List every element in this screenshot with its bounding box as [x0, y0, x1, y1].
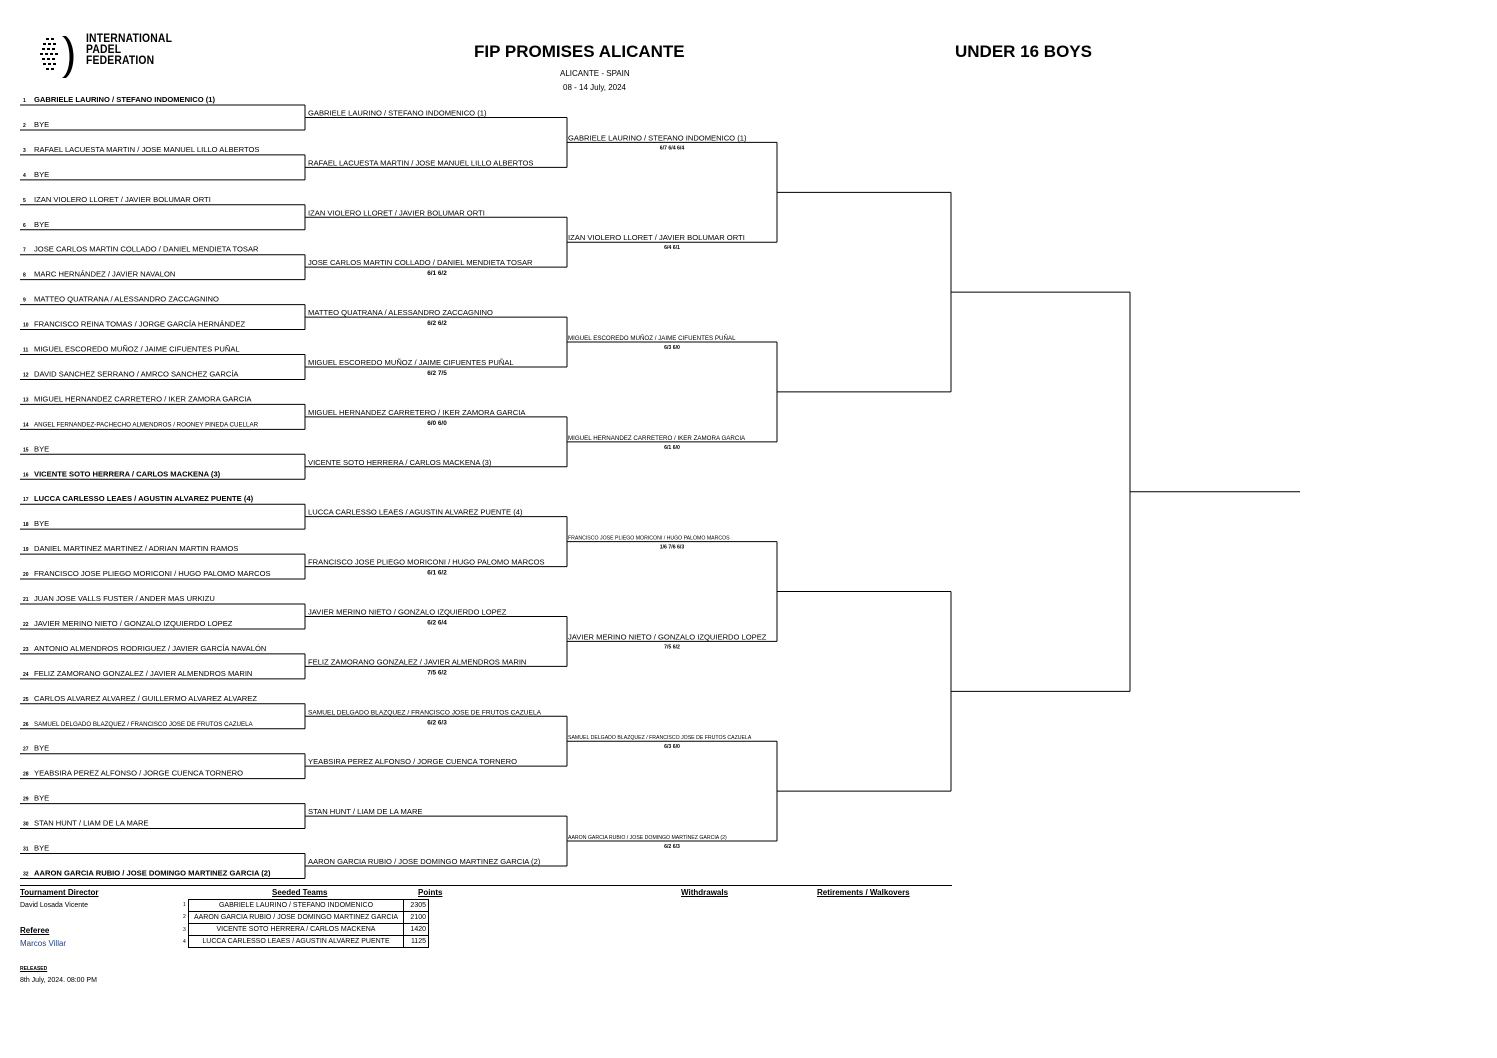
r2-team: AARON GARCIA RUBIO / JOSE DOMINGO MARTINEZ GARCIA (2)	[308, 856, 541, 866]
released-label: RELEASED	[20, 966, 48, 972]
r1-team: BYE	[34, 519, 50, 529]
r1-draw-number: 12	[23, 372, 29, 379]
r1-team: SAMUEL DELGADO BLAZQUEZ / FRANCISCO JOSE DE FRUTOS CAZUELA	[34, 720, 253, 728]
r2-team: YEABSIRA PEREZ ALFONSO / JORGE CUENCA TORNERO	[308, 757, 518, 767]
tournament-title: FIP PROMISES ALICANTE	[474, 42, 685, 61]
r3-team: IZAN VIOLERO LLORET / JAVIER BOLUMAR ORTI	[568, 233, 745, 243]
r1-team: RAFAEL LACUESTA MARTIN / JOSE MANUEL LILLO ALBERTOS	[34, 144, 260, 154]
r1-draw-number: 8	[23, 272, 26, 279]
r1-draw-number: 22	[23, 621, 29, 628]
r1-team: STAN HUNT / LIAM DE LA MARE	[34, 818, 149, 828]
r3-score: 1/6 7/6 6/3	[659, 544, 685, 551]
r1-draw-number: 4	[23, 172, 26, 179]
r1-team: JAVIER MERINO NIETO / GONZALO IZQUIERDO LOPEZ	[34, 618, 233, 628]
referee-label: Referee	[20, 926, 50, 935]
referee-name: Marcos Villar	[20, 939, 67, 948]
footer-rule	[20, 885, 952, 886]
r3-team: MIGUEL HERNANDEZ CARRETERO / IKER ZAMORA GARCIA	[568, 434, 746, 442]
withdrawals-label: Withdrawals	[681, 888, 729, 897]
r2-score: 7/5 6/2	[427, 669, 447, 677]
r2-team: MIGUEL HERNANDEZ CARRETERO / IKER ZAMORA GARCIA	[308, 407, 526, 417]
r1-draw-number: 23	[23, 646, 29, 653]
r2-team: MATTEO QUATRANA / ALESSANDRO ZACCAGNINO	[308, 308, 493, 318]
seed-points: 1420	[404, 924, 429, 936]
r1-draw-number: 17	[23, 497, 29, 504]
r2-team: SAMUEL DELGADO BLAZQUEZ / FRANCISCO JOSE DE FRUTOS CAZUELA	[308, 709, 542, 717]
r1-draw-number: 6	[23, 222, 26, 229]
r3-team: JAVIER MERINO NIETO / GONZALO IZQUIERDO LOPEZ	[568, 632, 767, 642]
r1-draw-number: 18	[23, 522, 29, 529]
r1-team: VICENTE SOTO HERRERA / CARLOS MACKENA (3)	[34, 469, 221, 479]
r1-draw-number: 7	[23, 247, 26, 254]
r3-score: 6/2 6/3	[664, 844, 680, 851]
r1-team: DAVID SANCHEZ SERRANO / AMRCO SANCHEZ GARCÍA	[34, 369, 239, 379]
r1-team: MATTEO QUATRANA / ALESSANDRO ZACCAGNINO	[34, 294, 219, 304]
r1-team: BYE	[34, 169, 50, 179]
r1-team: JOSE CARLOS MARTIN COLLADO / DANIEL MENDIETA TOSAR	[34, 244, 259, 254]
seed-number: 1	[183, 902, 186, 908]
r1-draw-number: 16	[23, 472, 29, 479]
r1-team: CARLOS ALVAREZ ALVAREZ / GUILLERMO ALVAREZ ALVAREZ	[34, 693, 257, 703]
tournament-dates: 08 - 14 July, 2024	[563, 83, 627, 92]
r3-score: 6/4 6/1	[664, 245, 680, 252]
r1-team: BYE	[34, 843, 50, 853]
r1-draw-number: 21	[23, 597, 29, 603]
r3-score: 7/5 6/2	[664, 644, 680, 651]
r1-draw-number: 30	[23, 821, 29, 828]
r1-team: BYE	[34, 219, 50, 229]
r3-team: MIGUEL ESCOREDO MUÑOZ / JAIME CIFUENTES PUÑAL	[568, 335, 736, 343]
r1-draw-number: 13	[23, 397, 29, 404]
r1-draw-number: 1	[23, 98, 26, 104]
r1-team: ANTONIO ALMENDROS RODRIGUEZ / JAVIER GARCÍA NAVALÓN	[34, 643, 267, 653]
r3-team: FRANCISCO JOSE PLIEGO MORICONI / HUGO PALOMO MARCOS	[568, 535, 730, 542]
director-label: Tournament Director	[20, 888, 99, 897]
r3-team: GABRIELE LAURINO / STEFANO INDOMENICO (1)	[568, 133, 747, 143]
seeded-teams-label: Seeded Teams	[272, 888, 328, 897]
points-label: Points	[418, 888, 443, 897]
r1-draw-number: 32	[23, 871, 29, 878]
r2-score: 6/2 6/4	[427, 619, 447, 627]
r2-team: FELIZ ZAMORANO GONZALEZ / JAVIER ALMENDROS MARIN	[308, 657, 527, 667]
r2-team: GABRIELE LAURINO / STEFANO INDOMENICO (1)	[308, 108, 487, 118]
r1-team: JUAN JOSE VALLS FUSTER / ANDER MAS URKIZU	[34, 594, 215, 603]
r1-team: AARON GARCIA RUBIO / JOSE DOMINGO MARTINEZ GARCIA (2)	[34, 868, 271, 878]
r1-team: FRANCISCO JOSE PLIEGO MORICONI / HUGO PALOMO MARCOS	[34, 569, 271, 579]
r3-score: 6/1 6/0	[664, 444, 680, 451]
tournament-location: ALICANTE - SPAIN	[560, 69, 630, 78]
r1-draw-number: 11	[23, 347, 29, 354]
r1-team: BYE	[34, 119, 50, 129]
director-name: David Losada Vicente	[20, 902, 88, 909]
r1-draw-number: 9	[23, 297, 26, 304]
seed-points: 1125	[404, 936, 429, 948]
r1-team: GABRIELE LAURINO / STEFANO INDOMENICO (1)	[34, 95, 215, 104]
r1-draw-number: 3	[23, 147, 26, 154]
r2-team: IZAN VIOLERO LLORET / JAVIER BOLUMAR ORTI	[308, 208, 485, 218]
r1-team: IZAN VIOLERO LLORET / JAVIER BOLUMAR ORTI	[34, 194, 211, 204]
seed-points: 2100	[404, 912, 429, 924]
r1-team: LUCCA CARLESSO LEAES / AGUSTIN ALVAREZ PUENTE (4)	[34, 494, 254, 504]
r1-draw-number: 14	[23, 422, 29, 429]
seed-row	[189, 936, 429, 948]
r1-team: MIGUEL HERNANDEZ CARRETERO / IKER ZAMORA GARCIA	[34, 394, 252, 404]
r1-draw-number: 26	[23, 721, 29, 728]
seed-number: 2	[183, 914, 186, 920]
r2-team: RAFAEL LACUESTA MARTIN / JOSE MANUEL LILLO ALBERTOS	[308, 158, 534, 168]
r2-score: 6/2 6/3	[427, 719, 447, 727]
seed-points: 2305	[404, 900, 429, 912]
r2-team: MIGUEL ESCOREDO MUÑOZ / JAIME CIFUENTES PUÑAL	[308, 357, 514, 367]
r1-draw-number: 5	[23, 197, 26, 204]
r3-team: AARON GARCIA RUBIO / JOSE DOMINGO MARTINEZ GARCIA (2)	[568, 835, 727, 842]
r1-draw-number: 10	[23, 322, 29, 329]
seed-number: 3	[183, 927, 186, 933]
r2-team: JAVIER MERINO NIETO / GONZALO IZQUIERDO LOPEZ	[308, 607, 507, 617]
seed-team: LUCCA CARLESSO LEAES / AGUSTIN ALVAREZ PUENTE	[189, 936, 404, 948]
r1-draw-number: 25	[23, 696, 29, 703]
seed-row	[189, 924, 429, 936]
r1-draw-number: 27	[23, 746, 29, 753]
r2-score: 6/0 6/0	[427, 419, 447, 427]
r2-team: VICENTE SOTO HERRERA / CARLOS MACKENA (3)	[308, 457, 492, 467]
category-title: UNDER 16 BOYS	[955, 42, 1092, 61]
r2-team: LUCCA CARLESSO LEAES / AGUSTIN ALVAREZ PUENTE (4)	[308, 507, 523, 517]
seed-team: GABRIELE LAURINO / STEFANO INDOMENICO	[189, 900, 404, 912]
r1-draw-number: 31	[23, 846, 29, 853]
released-date: 8th July, 2024. 08:00 PM	[20, 977, 97, 984]
r1-team: DANIEL MARTINEZ MARTINEZ / ADRIAN MARTIN RAMOS	[34, 544, 239, 554]
seed-row	[189, 912, 429, 924]
r1-draw-number: 20	[23, 572, 29, 579]
r1-team: FRANCISCO REINA TOMAS / JORGE GARCÍA HERNÁNDEZ	[34, 319, 246, 329]
r2-score: 6/1 6/2	[427, 569, 447, 577]
r1-draw-number: 28	[23, 771, 29, 778]
r1-team: ANGEL FERNANDEZ-PACHECHO ALMENDROS / ROONEY PINEDA CUELLAR	[34, 421, 259, 429]
r3-team: SAMUEL DELGADO BLAZQUEZ / FRANCISCO JOSE DE FRUTOS CAZUELA	[568, 735, 752, 742]
r1-draw-number: 15	[23, 447, 29, 454]
r1-draw-number: 2	[23, 122, 26, 129]
r1-draw-number: 24	[23, 671, 29, 678]
r1-team: YEABSIRA PEREZ ALFONSO / JORGE CUENCA TORNERO	[34, 768, 244, 778]
r2-score: 6/2 7/5	[427, 369, 447, 377]
r1-team: BYE	[34, 743, 50, 753]
r2-team: STAN HUNT / LIAM DE LA MARE	[308, 807, 423, 817]
r3-score: 6/3 6/0	[664, 345, 680, 352]
logo-wordmark: INTERNATIONAL PADEL FEDERATION	[86, 33, 173, 67]
r1-team: FELIZ ZAMORANO GONZALEZ / JAVIER ALMENDROS MARIN	[34, 668, 253, 678]
r1-draw-number: 29	[23, 796, 29, 803]
r2-score: 6/2 6/2	[427, 320, 447, 328]
seed-team: AARON GARCIA RUBIO / JOSE DOMINGO MARTINEZ GARCIA	[189, 912, 404, 924]
r2-score: 6/1 6/2	[427, 270, 447, 278]
r1-team: MARC HERNÁNDEZ / JAVIER NAVALON	[34, 269, 176, 279]
r1-team: MIGUEL ESCOREDO MUÑOZ / JAIME CIFUENTES PUÑAL	[34, 344, 240, 354]
seed-team: VICENTE SOTO HERRERA / CARLOS MACKENA	[189, 924, 404, 936]
seed-number: 4	[183, 939, 186, 945]
r1-team: BYE	[34, 793, 50, 803]
r3-score: 6/3 6/0	[664, 744, 680, 751]
r1-draw-number: 19	[23, 547, 29, 554]
retirements-label: Retirements / Walkovers	[817, 888, 910, 897]
r1-team: BYE	[34, 444, 50, 454]
seeded-teams-table	[188, 899, 429, 948]
r3-score: 6/7 6/4 6/4	[659, 145, 685, 152]
seed-row	[189, 900, 429, 912]
r2-team: JOSE CARLOS MARTIN COLLADO / DANIEL MENDIETA TOSAR	[308, 258, 533, 268]
r2-team: FRANCISCO JOSE PLIEGO MORICONI / HUGO PALOMO MARCOS	[308, 557, 545, 567]
